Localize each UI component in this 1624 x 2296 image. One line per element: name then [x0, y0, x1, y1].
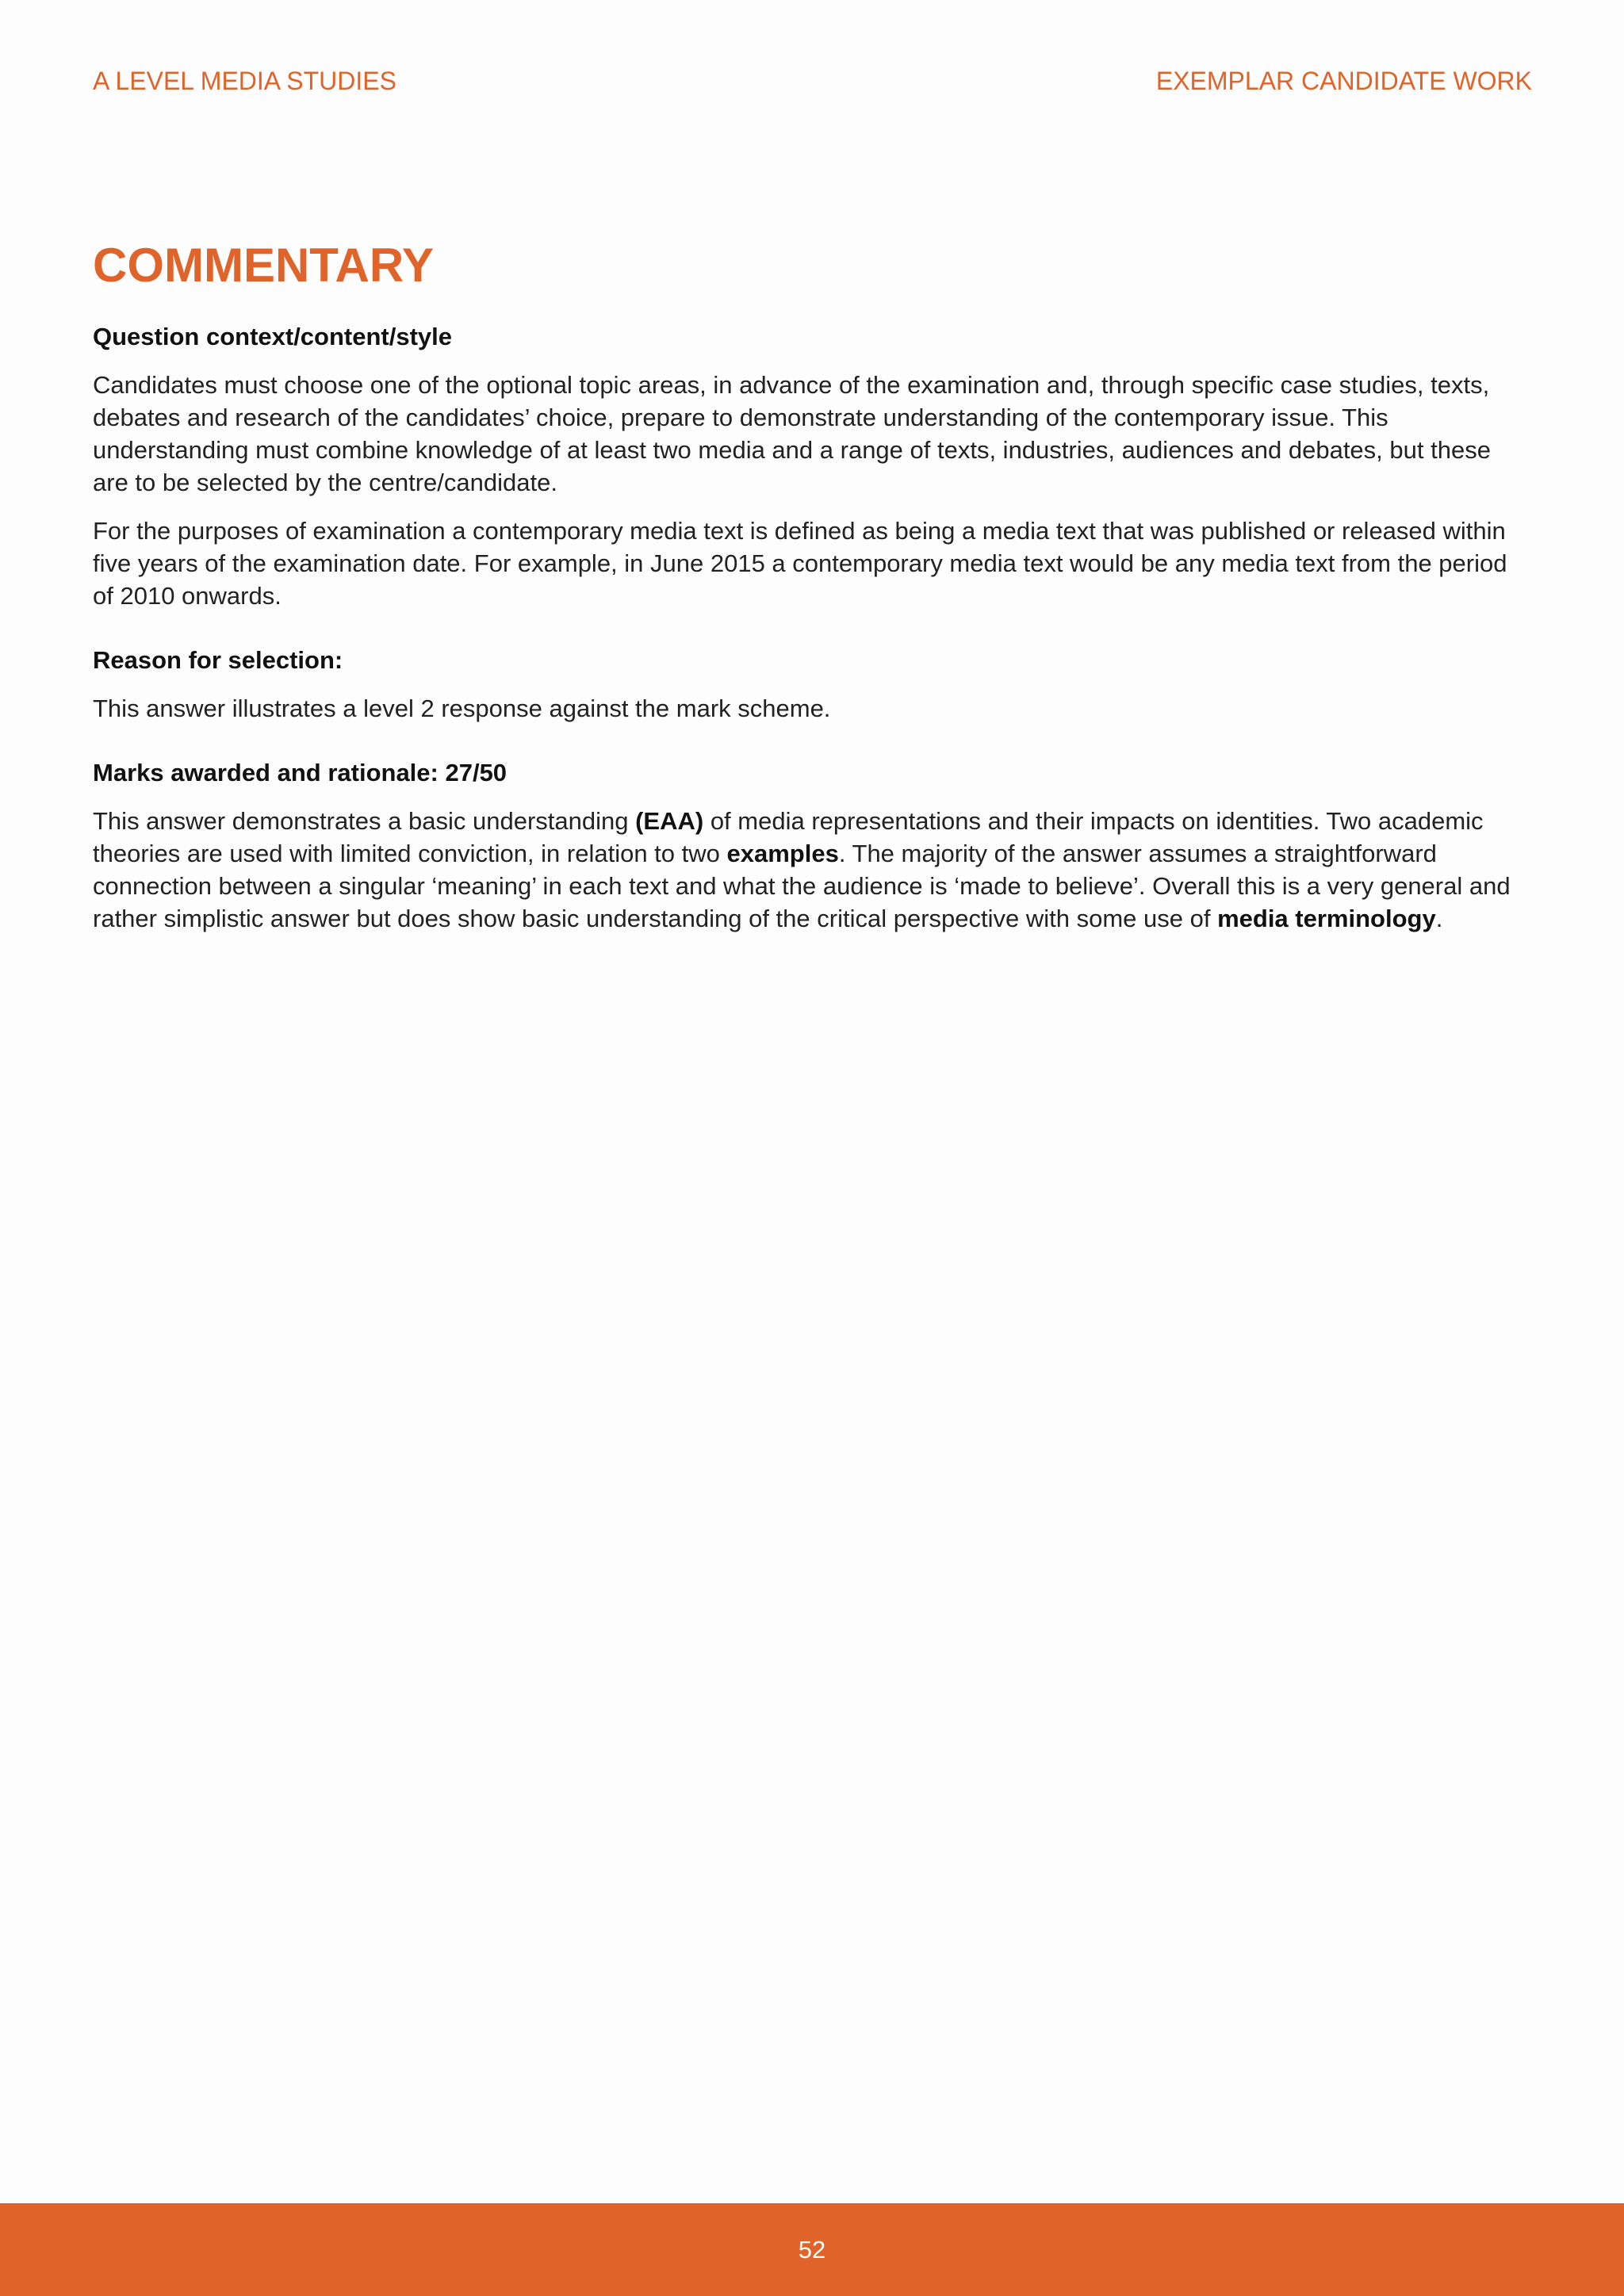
- rationale-text-d: .: [1435, 905, 1443, 932]
- rationale-text-a: This answer demonstrates a basic understanding: [93, 807, 636, 835]
- footer-bar: [0, 2203, 1624, 2296]
- page-number: 52: [798, 2235, 826, 2263]
- reason-text: This answer illustrates a level 2 response against the mark scheme.: [93, 695, 831, 722]
- rationale-bold-examples: examples: [726, 840, 839, 867]
- rationale-text-b: of media representations and their impacts on identities. Two academic theories are used with limited conviction, in relation to two: [93, 807, 1484, 867]
- marks-heading: Marks awarded and rationale: 27/50: [93, 759, 508, 786]
- context-paragraph-2: For the purposes of examination a contemporary media text is defined as being a media text that was published or released within five years of the examination date. For example, in June 2015 a contemporary media text would be any media text from the period of 2010 onwards.: [93, 517, 1507, 610]
- reason-heading: Reason for selection:: [93, 646, 343, 674]
- rationale-text-c: . The majority of the answer assumes a straightforward connection between a singular ‘meaning’ in each text and what the audience is ‘made to believe’. Overall this is a very general and rather simplistic answer but does show basic understanding of the critical perspective with some use of: [93, 840, 1511, 932]
- context-paragraph-1: Candidates must choose one of the optional topic areas, in advance of the examination and, through specific case studies, texts, debates and research of the candidates’ choice, prepare to demonstrate understanding of the contemporary issue. This understanding must combine knowledge of at least two media and a range of texts, industries, audiences and debates, but these are to be selected by the centre/candidate.: [93, 371, 1491, 496]
- header-subject: A LEVEL MEDIA STUDIES: [93, 67, 396, 95]
- rationale-bold-eaa: (EAA): [635, 807, 704, 835]
- rationale-bold-terminology: media terminology: [1217, 905, 1436, 932]
- context-heading: Question context/content/style: [93, 323, 453, 350]
- marks-rationale: [93, 805, 1532, 935]
- header-section: EXEMPLAR CANDIDATE WORK: [1155, 67, 1532, 95]
- commentary-body: [93, 320, 1532, 935]
- page-title: COMMENTARY: [93, 239, 434, 292]
